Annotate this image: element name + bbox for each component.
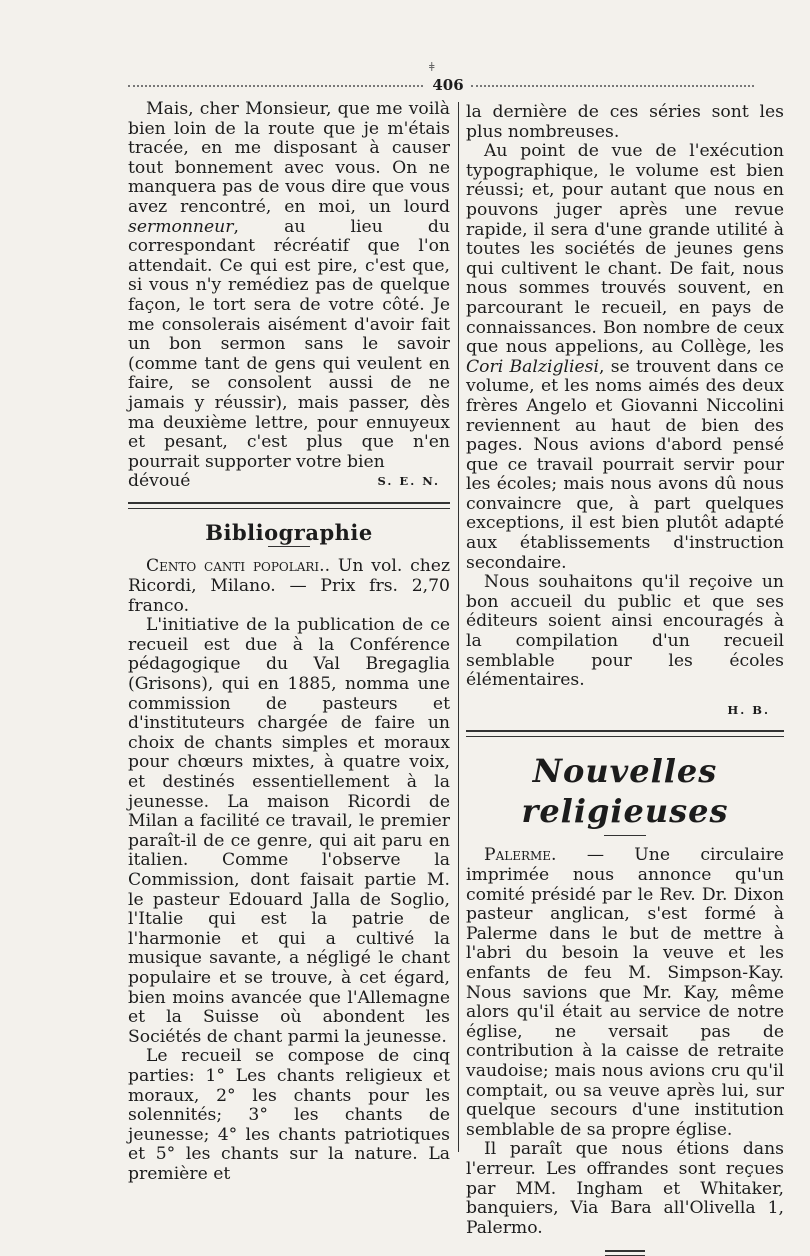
- section-rule: [128, 502, 450, 509]
- continuation-paragraph: la dernière de ces séries sont les plus nombreuses.: [466, 102, 784, 142]
- book-title: Cento canti popolari..: [146, 556, 331, 577]
- letter-signature: S. E. N.: [377, 474, 440, 489]
- heading-dash: [268, 546, 310, 547]
- right-column: [466, 103, 784, 1256]
- palerme-paragraph: Palerme. — Une circulaire imprimée nous annonce qu'un comité présidé par le Rev. Dr. Dixon pasteur anglican, s'est formé à Palerme dans le but de mettre à l'abri du besoin la veuve et les enfants de feu M. Simpson-Kay. Nous savions que Mr. Kay, même alors qu'il était au service de notre église, ne versait pas de contribution à la caisse de retraite vaudoise; mais nous avions cru qu'il comptait, ou sa veuve après lui, sur quelque secours d'une institution semblable de sa propre église.: [466, 845, 784, 1140]
- biblio-paragraph-2: Le recueil se compose de cinq parties: 1° Les chants religieux et moraux, 2° les chants pour les solennités; 3° les chants de jeunesse; 4° les chants patriotiques et 5° les chants sur la nature. La première et: [128, 1046, 450, 1184]
- wish-paragraph: Nous souhaitons qu'il reçoive un bon accueil du public et que ses éditeurs soient ainsi encouragés à la compilation d'un recueil semblable pour les écoles élémentaires.: [466, 572, 784, 691]
- typography-paragraph: Au point de vue de l'exécution typographique, le volume est bien réussi; et, pour autant que nous en pouvons juger après une revue rapide, il sera d'une grande utilité à toutes les sociétés de jeunes gens qui cultivent le chant. De fait, nous nous sommes trouvés souvent, en parcourant le recueil, en pays de connaissances. Bon nombre de ceux que nous appelions, au Collège, les Cori Balzigliesi, se trouvent dans ce volume, et les noms aimés des deux frères Angelo et Giovanni Niccolini reviennent au haut de bien des pages. Nous avions d'abord pensé que ce travail pourrait servir pour les écoles; mais nous avons dû nous convaincre que, à part quelques exceptions, il est bien plutôt adapté aux établissements d'instruction secondaire.: [466, 141, 784, 573]
- section-rule: [466, 730, 784, 737]
- letter-signoff: [128, 472, 450, 492]
- page-header: [128, 76, 754, 96]
- left-column: [128, 100, 450, 1184]
- end-mark: [605, 1250, 645, 1256]
- page-number: 406: [432, 76, 464, 94]
- letter-closing: dévoué: [128, 471, 191, 492]
- letter-italic-word: sermonneur: [128, 216, 234, 237]
- palerme-label: Palerme.: [484, 845, 557, 866]
- offrandes-paragraph: Il paraît que nous étions dans l'erreur. Les offrandes sont reçues par MM. Ingham et Whitaker, banquiers, Via Bara all'Olivella 1, Palermo.: [466, 1139, 784, 1238]
- book-citation: Cento canti popolari.. Un vol. chez Ricordi, Milano. — Prix frs. 2,70 franco.: [128, 556, 451, 616]
- header-rule-left: [128, 85, 423, 87]
- nouvelles-heading: Nouvelles religieuses: [521, 752, 729, 831]
- cori-title: Cori Balzigliesi: [466, 356, 599, 377]
- heading-dash: [604, 835, 646, 836]
- bibliographie-heading: Bibliographie: [205, 519, 373, 545]
- column-divider: [458, 102, 459, 1152]
- biblio-paragraph-1: L'initiative de la publication de ce recueil est due à la Conférence pédagogique du Val Bregaglia (Grisons), qui en 1885, nomma une commission de pasteurs et d'instituteurs chargée de faire un choix de chants simples et moraux pour chœurs mixtes, à quatre voix, et destinés essentiellement à la jeunesse. La maison Ricordi de Milan a facilité ce travail, le premier paraît-il de ce genre, qui ait paru en italien. Comme l'observe la Commission, dont faisait partie M. le pasteur Edouard Jalla de Soglio, l'Italie qui est la patrie de l'harmonie et qui a cultivé la musique savante, a négligé le chant populaire et se trouve, à cet égard, bien moins avancée que l'Allemagne et la Suisse où abondent les Sociétés de chant parmi la jeunesse.: [128, 615, 450, 1047]
- header-rule-right: [471, 85, 754, 87]
- review-signature: H. B.: [727, 702, 770, 717]
- top-mark: ǂ: [429, 60, 435, 74]
- letter-paragraph: Mais, cher Monsieur, que me voilà bien loin de la route que je m'étais tracée, en me disposant à causer tout bonnement avec vous. On ne manquera pas de vous dire que vous avez rencontré, en moi, un lourd sermonneur, au lieu du correspondant récréatif que l'on attendait. Ce qui est pire, c'est que, si vous n'y remédiez pas de quelque façon, le tort sera de votre côté. Je me consolerais aisément d'avoir fait un bon sermon sans le savoir (comme tant de gens qui veulent en faire, se consolent aussi de ne jamais y réussir), mais passer, dès ma deuxième lettre, pour ennuyeux et pesant, c'est plus que n'en pourrait supporter votre bien: [128, 99, 450, 472]
